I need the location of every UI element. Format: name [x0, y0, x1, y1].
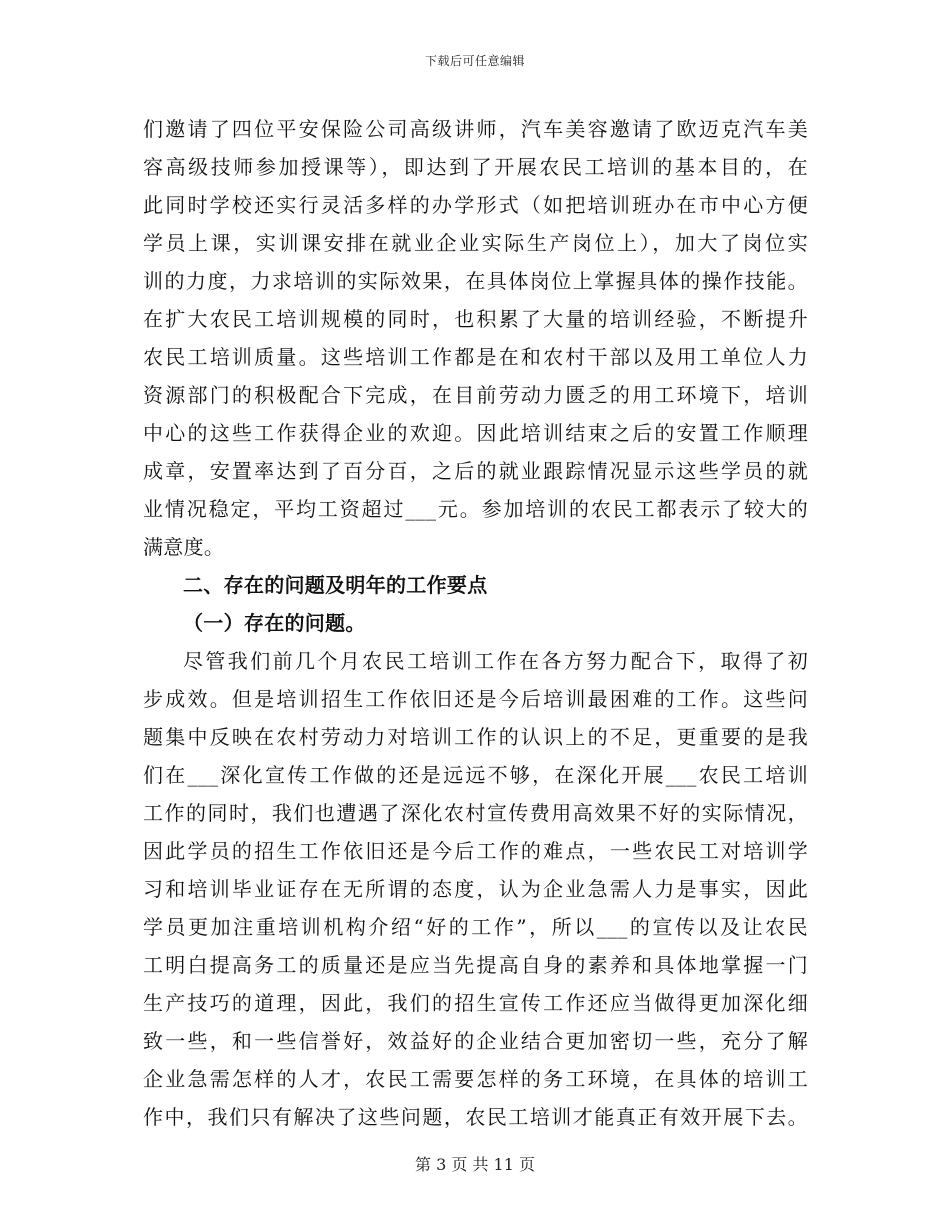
text-line: 工明白提高务工的质量还是应当先提高自身的素养和具体地掌握一门	[143, 953, 808, 977]
text-line: 作中，我们只有解决了这些问题，农民工培训才能真正有效开展下去。	[143, 1105, 808, 1129]
text-line: 生产技巧的道理，因此，我们的招生宣传工作还应当做得更加深化细	[143, 991, 808, 1015]
text-line: 业情况稳定，平均工资超过___元。参加培训的农民工都表示了较大的	[143, 497, 808, 521]
text-line: 工作的同时，我们也遭遇了深化农村宣传费用高效果不好的实际情况，	[143, 801, 808, 825]
text-line: 成章，安置率达到了百分百，之后的就业跟踪情况显示这些学员的就	[143, 459, 808, 483]
text-line: 学员上课，实训课安排在就业企业实际生产岗位上），加大了岗位实	[143, 231, 808, 255]
text-line: 容高级技师参加授课等），即达到了开展农民工培训的基本目的，在	[143, 155, 808, 179]
paragraph-1	[143, 110, 808, 566]
text-line: 学员更加注重培训机构介绍“好的工作”，所以___的宣传以及让农民	[143, 915, 808, 939]
text-line: 们邀请了四位平安保险公司高级讲师，汽车美容邀请了欧迈克汽车美	[143, 117, 808, 141]
subsection-heading: （一）存在的问题。	[183, 611, 366, 635]
text-line: 尽管我们前几个月农民工培训工作在各方努力配合下，取得了初	[183, 649, 808, 673]
text-line: 满意度。	[143, 535, 225, 559]
text-line: 企业急需怎样的人才，农民工需要怎样的务工环境，在具体的培训工	[143, 1067, 808, 1091]
document-body	[143, 110, 808, 1136]
text-line: 中心的这些工作获得企业的欢迎。因此培训结束之后的安置工作顺理	[143, 421, 808, 445]
text-line: 因此学员的招生工作依旧还是今后工作的难点，一些农民工对培训学	[143, 839, 808, 863]
paragraph-2	[143, 642, 808, 1136]
text-line: 农民工培训质量。这些培训工作都是在和农村干部以及用工单位人力	[143, 345, 808, 369]
text-line: 在扩大农民工培训规模的同时，也积累了大量的培训经验，不断提升	[143, 307, 808, 331]
page-number: 第 3 页 共 11 页	[415, 1155, 535, 1174]
text-line: 训的力度，力求培训的实际效果，在具体岗位上掌握具体的操作技能。	[143, 269, 808, 293]
text-line: 习和培训毕业证存在无所谓的态度，认为企业急需人力是事实，因此	[143, 877, 808, 901]
text-line: 们在___深化宣传工作做的还是远远不够，在深化开展___农民工培训	[143, 763, 808, 787]
text-line: 题集中反映在农村劳动力对培训工作的认识上的不足，更重要的是我	[143, 725, 808, 749]
text-line: 步成效。但是培训招生工作依旧还是今后培训最困难的工作。这些问	[143, 687, 808, 711]
section-heading: 二、存在的问题及明年的工作要点	[183, 573, 488, 597]
text-line: 资源部门的积极配合下完成，在目前劳动力匮乏的用工环境下，培训	[143, 383, 808, 407]
text-line: 致一些，和一些信誉好，效益好的企业结合更加密切一些，充分了解	[143, 1029, 808, 1053]
page-header-note: 下载后可任意编辑	[424, 54, 525, 68]
text-line: 此同时学校还实行灵活多样的办学形式（如把培训班办在市中心方便	[143, 193, 808, 217]
